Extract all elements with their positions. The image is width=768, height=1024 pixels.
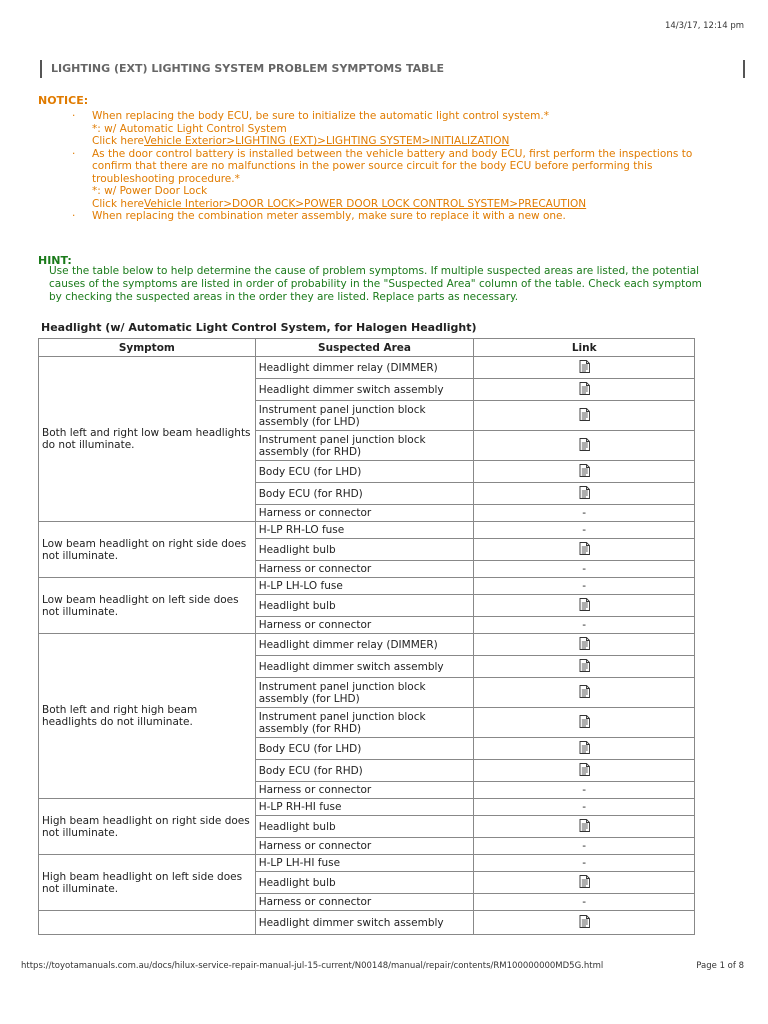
symptom-cell: Both left and right high beam headlights do not illuminate. <box>39 634 256 799</box>
notice-text: As the door control battery is installed between the vehicle battery and body ECU, first perform the inspections to confirm that there are no malfunctions in the power source circuit for the body ECU before performing this troubleshooting procedure.* <box>92 147 693 185</box>
link-cell-empty: - <box>474 578 695 595</box>
table-row <box>39 911 695 935</box>
symptom-cell: Low beam headlight on left side does not illuminate. <box>39 578 256 634</box>
document-link-icon[interactable] <box>579 490 590 502</box>
hint-label: HINT: <box>38 254 72 267</box>
link-cell <box>474 656 695 678</box>
initialization-link[interactable]: Vehicle Exterior>LIGHTING (EXT)>LIGHTING SYSTEM>INITIALIZATION <box>144 135 510 147</box>
table-row <box>39 357 695 379</box>
suspected-area-cell: Body ECU (for LHD) <box>255 461 474 483</box>
document-link-icon[interactable] <box>579 663 590 675</box>
notice-text: When replacing the body ECU, be sure to initialize the automatic light control system.* <box>92 110 549 122</box>
link-cell <box>474 634 695 656</box>
link-cell <box>474 595 695 617</box>
suspected-area-cell: Harness or connector <box>255 894 474 911</box>
link-cell <box>474 678 695 708</box>
suspected-area-cell: Harness or connector <box>255 782 474 799</box>
click-here-text: Click here <box>92 135 145 147</box>
link-cell <box>474 738 695 760</box>
bullet: · <box>72 210 76 222</box>
notice-list <box>72 110 712 223</box>
click-here-text: Click here <box>92 197 145 210</box>
suspected-area-cell: Headlight dimmer switch assembly <box>255 379 474 401</box>
page-title <box>40 60 745 78</box>
document-link-icon[interactable] <box>579 745 590 757</box>
suspected-area-cell: Headlight dimmer relay (DIMMER) <box>255 634 474 656</box>
hint-text: Use the table below to help determine the cause of problem symptoms. If multiple suspected areas are listed, the potential causes of the symptoms are listed in order of probability in the "Suspected Area" column of the table. Check each symptom by checking the suspected areas in the order they are listed. Replace parts as necessary. <box>49 265 702 303</box>
link-cell <box>474 461 695 483</box>
suspected-area-cell: H-LP LH-HI fuse <box>255 855 474 872</box>
suspected-area-cell: Headlight dimmer relay (DIMMER) <box>255 357 474 379</box>
symptom-cell: Both left and right low beam headlights do not illuminate. <box>39 357 256 522</box>
link-cell <box>474 431 695 461</box>
link-cell-empty: - <box>474 855 695 872</box>
notice-label: NOTICE: <box>38 94 89 107</box>
title-right-bar <box>743 60 745 78</box>
document-link-icon[interactable] <box>579 689 590 701</box>
table-row <box>39 799 695 816</box>
bullet: · <box>72 110 76 122</box>
link-cell-empty: - <box>474 782 695 799</box>
suspected-area-cell: Harness or connector <box>255 617 474 634</box>
header-symptom: Symptom <box>39 339 256 357</box>
link-cell-empty: - <box>474 522 695 539</box>
link-cell <box>474 911 695 935</box>
link-cell-empty: - <box>474 617 695 634</box>
page-title-text: LIGHTING (EXT) LIGHTING SYSTEM PROBLEM SYMPTOMS TABLE <box>51 62 445 75</box>
table-header-row <box>39 339 695 357</box>
suspected-area-cell: Body ECU (for LHD) <box>255 738 474 760</box>
page-number: Page 1 of 8 <box>696 961 744 971</box>
symptom-cell: High beam headlight on right side does not illuminate. <box>39 799 256 855</box>
link-cell <box>474 708 695 738</box>
document-link-icon[interactable] <box>579 879 590 891</box>
suspected-area-cell: Headlight bulb <box>255 595 474 617</box>
suspected-area-cell: Body ECU (for RHD) <box>255 483 474 505</box>
problem-symptoms-table <box>38 338 695 935</box>
notice-item <box>72 210 712 223</box>
table-row <box>39 522 695 539</box>
suspected-area-cell: Headlight dimmer switch assembly <box>255 911 474 935</box>
link-cell <box>474 357 695 379</box>
suspected-area-cell: Headlight bulb <box>255 816 474 838</box>
link-cell <box>474 483 695 505</box>
document-link-icon[interactable] <box>579 719 590 731</box>
table-row <box>39 634 695 656</box>
suspected-area-cell: Instrument panel junction block assembly (for RHD) <box>255 431 474 461</box>
link-cell-empty: - <box>474 505 695 522</box>
document-link-icon[interactable] <box>579 767 590 779</box>
bullet: · <box>72 147 76 160</box>
suspected-area-cell: Headlight bulb <box>255 872 474 894</box>
link-cell-empty: - <box>474 838 695 855</box>
suspected-area-cell: H-LP RH-LO fuse <box>255 522 474 539</box>
suspected-area-cell: Instrument panel junction block assembly (for RHD) <box>255 708 474 738</box>
symptom-cell: Low beam headlight on right side does not illuminate. <box>39 522 256 578</box>
table-row <box>39 578 695 595</box>
document-link-icon[interactable] <box>579 364 590 376</box>
precaution-link[interactable]: Vehicle Interior>DOOR LOCK>POWER DOOR LOCK CONTROL SYSTEM>PRECAUTION <box>144 197 587 210</box>
link-cell <box>474 760 695 782</box>
notice-text: When replacing the combination meter assembly, make sure to replace it with a new one. <box>92 210 566 222</box>
link-cell-empty: - <box>474 894 695 911</box>
link-cell <box>474 401 695 431</box>
document-link-icon[interactable] <box>579 442 590 454</box>
notice-note: *: w/ Automatic Light Control System <box>92 122 287 135</box>
link-cell <box>474 872 695 894</box>
suspected-area-cell: H-LP RH-HI fuse <box>255 799 474 816</box>
link-cell-empty: - <box>474 561 695 578</box>
notice-note: *: w/ Power Door Lock <box>92 185 208 197</box>
document-link-icon[interactable] <box>579 546 590 558</box>
document-link-icon[interactable] <box>579 468 590 480</box>
footer-url: https://toyotamanuals.com.au/docs/hilux-service-repair-manual-jul-15-current/N00148/manual/repair/contents/RM100000000MD5G.html <box>21 961 604 971</box>
suspected-area-cell: Headlight bulb <box>255 539 474 561</box>
document-link-icon[interactable] <box>579 602 590 614</box>
suspected-area-cell: Harness or connector <box>255 505 474 522</box>
suspected-area-cell: Harness or connector <box>255 561 474 578</box>
notice-item <box>72 148 712 211</box>
document-link-icon[interactable] <box>579 386 590 398</box>
document-link-icon[interactable] <box>579 412 590 424</box>
link-cell-empty: - <box>474 799 695 816</box>
suspected-area-cell: H-LP LH-LO fuse <box>255 578 474 595</box>
suspected-area-cell: Harness or connector <box>255 838 474 855</box>
document-link-icon[interactable] <box>579 641 590 653</box>
symptom-cell <box>39 911 256 935</box>
link-cell <box>474 539 695 561</box>
suspected-area-cell: Instrument panel junction block assembly (for LHD) <box>255 401 474 431</box>
print-timestamp: 14/3/17, 12:14 pm <box>664 21 744 31</box>
document-link-icon[interactable] <box>579 919 590 931</box>
symptom-cell: High beam headlight on left side does not illuminate. <box>39 855 256 911</box>
document-link-icon[interactable] <box>579 823 590 835</box>
header-suspected-area: Suspected Area <box>255 339 474 357</box>
link-cell <box>474 816 695 838</box>
suspected-area-cell: Headlight dimmer switch assembly <box>255 656 474 678</box>
table-caption: Headlight (w/ Automatic Light Control System, for Halogen Headlight) <box>41 321 477 334</box>
notice-item <box>72 110 712 148</box>
suspected-area-cell: Instrument panel junction block assembly (for LHD) <box>255 678 474 708</box>
notice-click-line <box>92 198 712 211</box>
suspected-area-cell: Body ECU (for RHD) <box>255 760 474 782</box>
notice-click-line <box>92 135 712 148</box>
header-link: Link <box>474 339 695 357</box>
table-row <box>39 855 695 872</box>
link-cell <box>474 379 695 401</box>
